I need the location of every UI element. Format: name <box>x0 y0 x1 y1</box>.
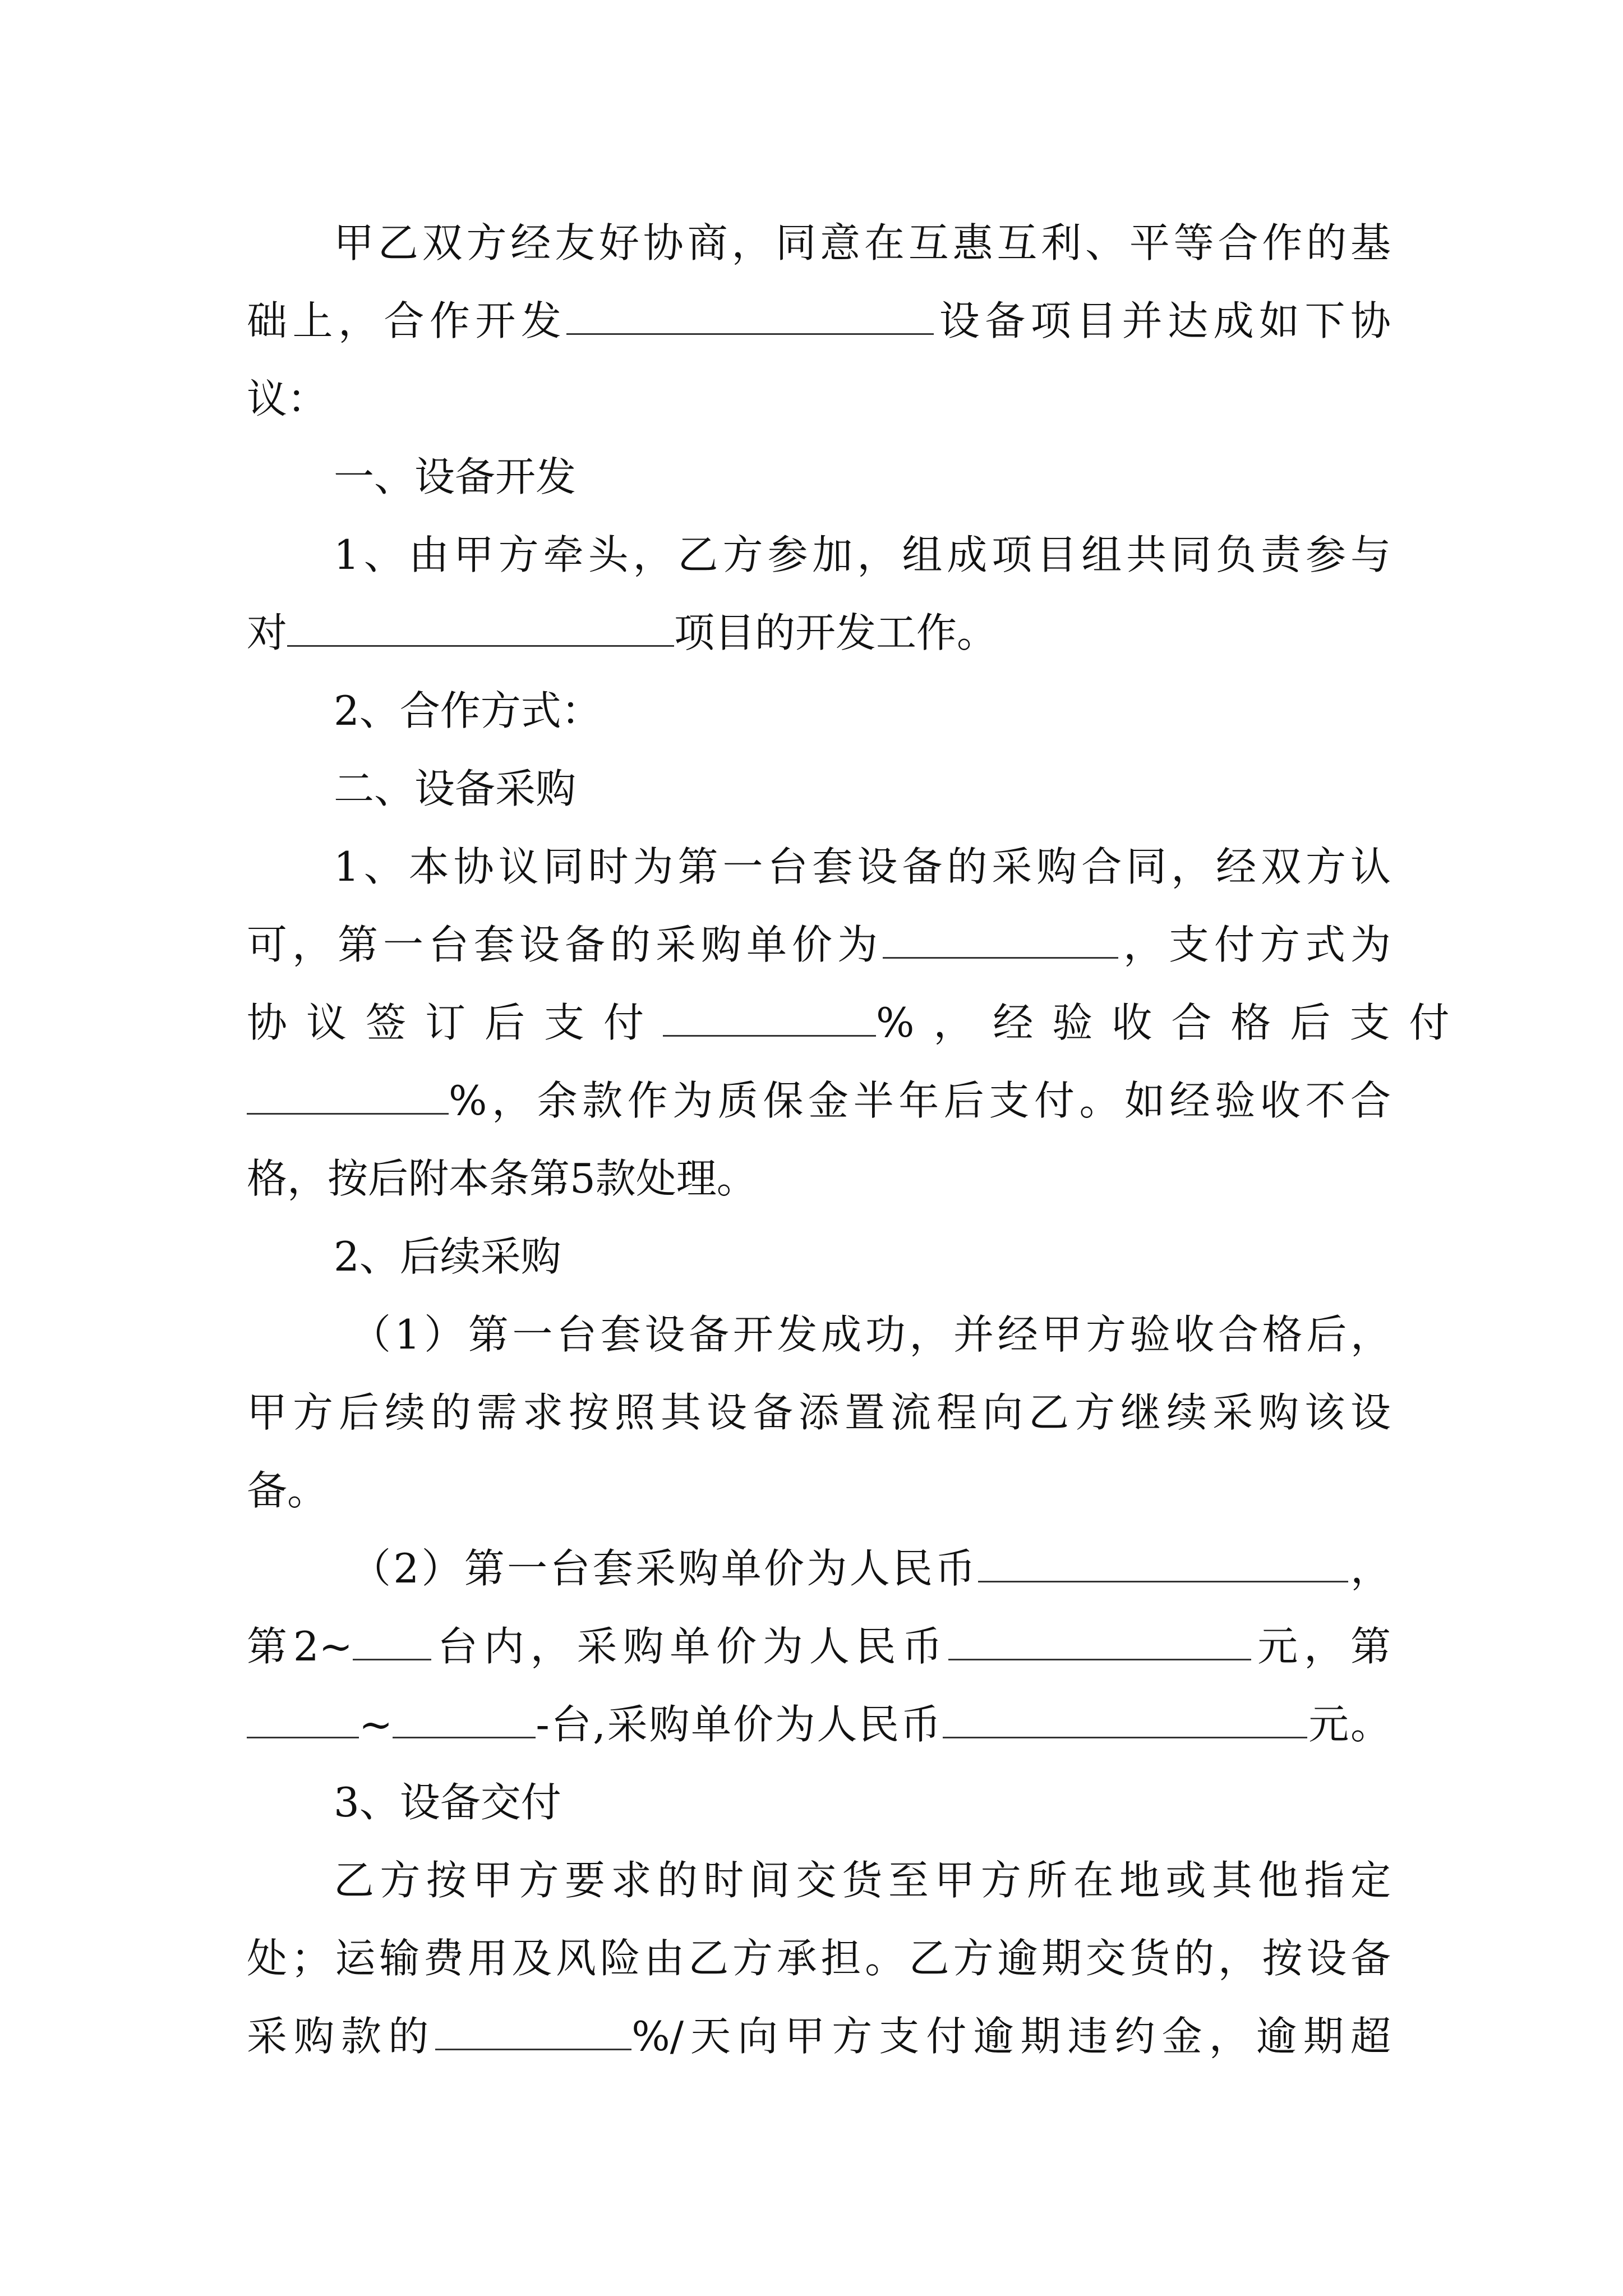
fill-in-blank[interactable] <box>948 1622 1251 1660</box>
fill-in-blank[interactable] <box>883 920 1118 959</box>
fill-in-blank[interactable] <box>943 1700 1307 1738</box>
text-line: 格，按后附本条第5款处理。 <box>247 1155 757 1202</box>
section-heading: 二、设备采购 <box>334 765 577 812</box>
text-line: （1）第一台套设备开发成功，并经甲方验收合格后， <box>351 1311 1391 1358</box>
text-line: 备。 <box>247 1467 328 1514</box>
text-line: ~ -台,采购单价为人民币 元。 <box>247 1699 1391 1750</box>
section-heading: 一、设备开发 <box>334 453 577 500</box>
fill-in-blank[interactable] <box>435 2012 631 2050</box>
text-line: 处；运输费用及风险由乙方承担。乙方逾期交货的，按设备 <box>247 1935 1391 1982</box>
section-heading: 3、设备交付 <box>334 1779 561 1826</box>
fill-in-blank[interactable] <box>353 1622 431 1660</box>
text-line: 第2~ 台内，采购单价为人民币 元，第 <box>247 1623 1391 1670</box>
text-line: 础上，合作开发 设备项目并达成如下协 <box>247 297 1391 344</box>
text-line: 可，第一台套设备的采购单价为 ，支付方式为 <box>247 921 1391 968</box>
fill-in-blank[interactable] <box>393 1700 536 1738</box>
text-line: 协议签订后支付 %，经验收合格后支付 <box>247 999 1469 1046</box>
text-line: 对 项目的开发工作。 <box>247 609 998 656</box>
text-line: 甲乙双方经友好协商，同意在互惠互利、平等合作的基 <box>334 219 1391 266</box>
text-line: 1、由甲方牵头，乙方参加，组成项目组共同负责参与 <box>334 531 1391 578</box>
text-line: %，余款作为质保金半年后支付。如经验收不合 <box>247 1075 1391 1126</box>
fill-in-blank[interactable] <box>287 608 674 647</box>
text-line: 议： <box>247 375 328 422</box>
text-line: 甲方后续的需求按照其设备添置流程向乙方继续采购该设 <box>247 1389 1391 1436</box>
text-line: 1、本协议同时为第一台套设备的采购合同，经双方认 <box>334 843 1391 890</box>
fill-in-blank[interactable] <box>247 1700 359 1738</box>
fill-in-blank[interactable] <box>978 1544 1348 1582</box>
text-line: 采购款的 %/天向甲方支付逾期违约金，逾期超 <box>247 2013 1391 2060</box>
text-line: 乙方按甲方要求的时间交货至甲方所在地或其他指定 <box>334 1857 1391 1904</box>
text-line: 2、合作方式： <box>334 687 602 734</box>
text-line: （2）第一台套采购单价为人民币 ， <box>351 1545 1391 1592</box>
fill-in-blank[interactable] <box>663 998 876 1037</box>
section-heading: 2、后续采购 <box>334 1233 561 1280</box>
fill-in-blank[interactable] <box>566 296 934 335</box>
fill-in-blank[interactable] <box>247 1076 449 1115</box>
